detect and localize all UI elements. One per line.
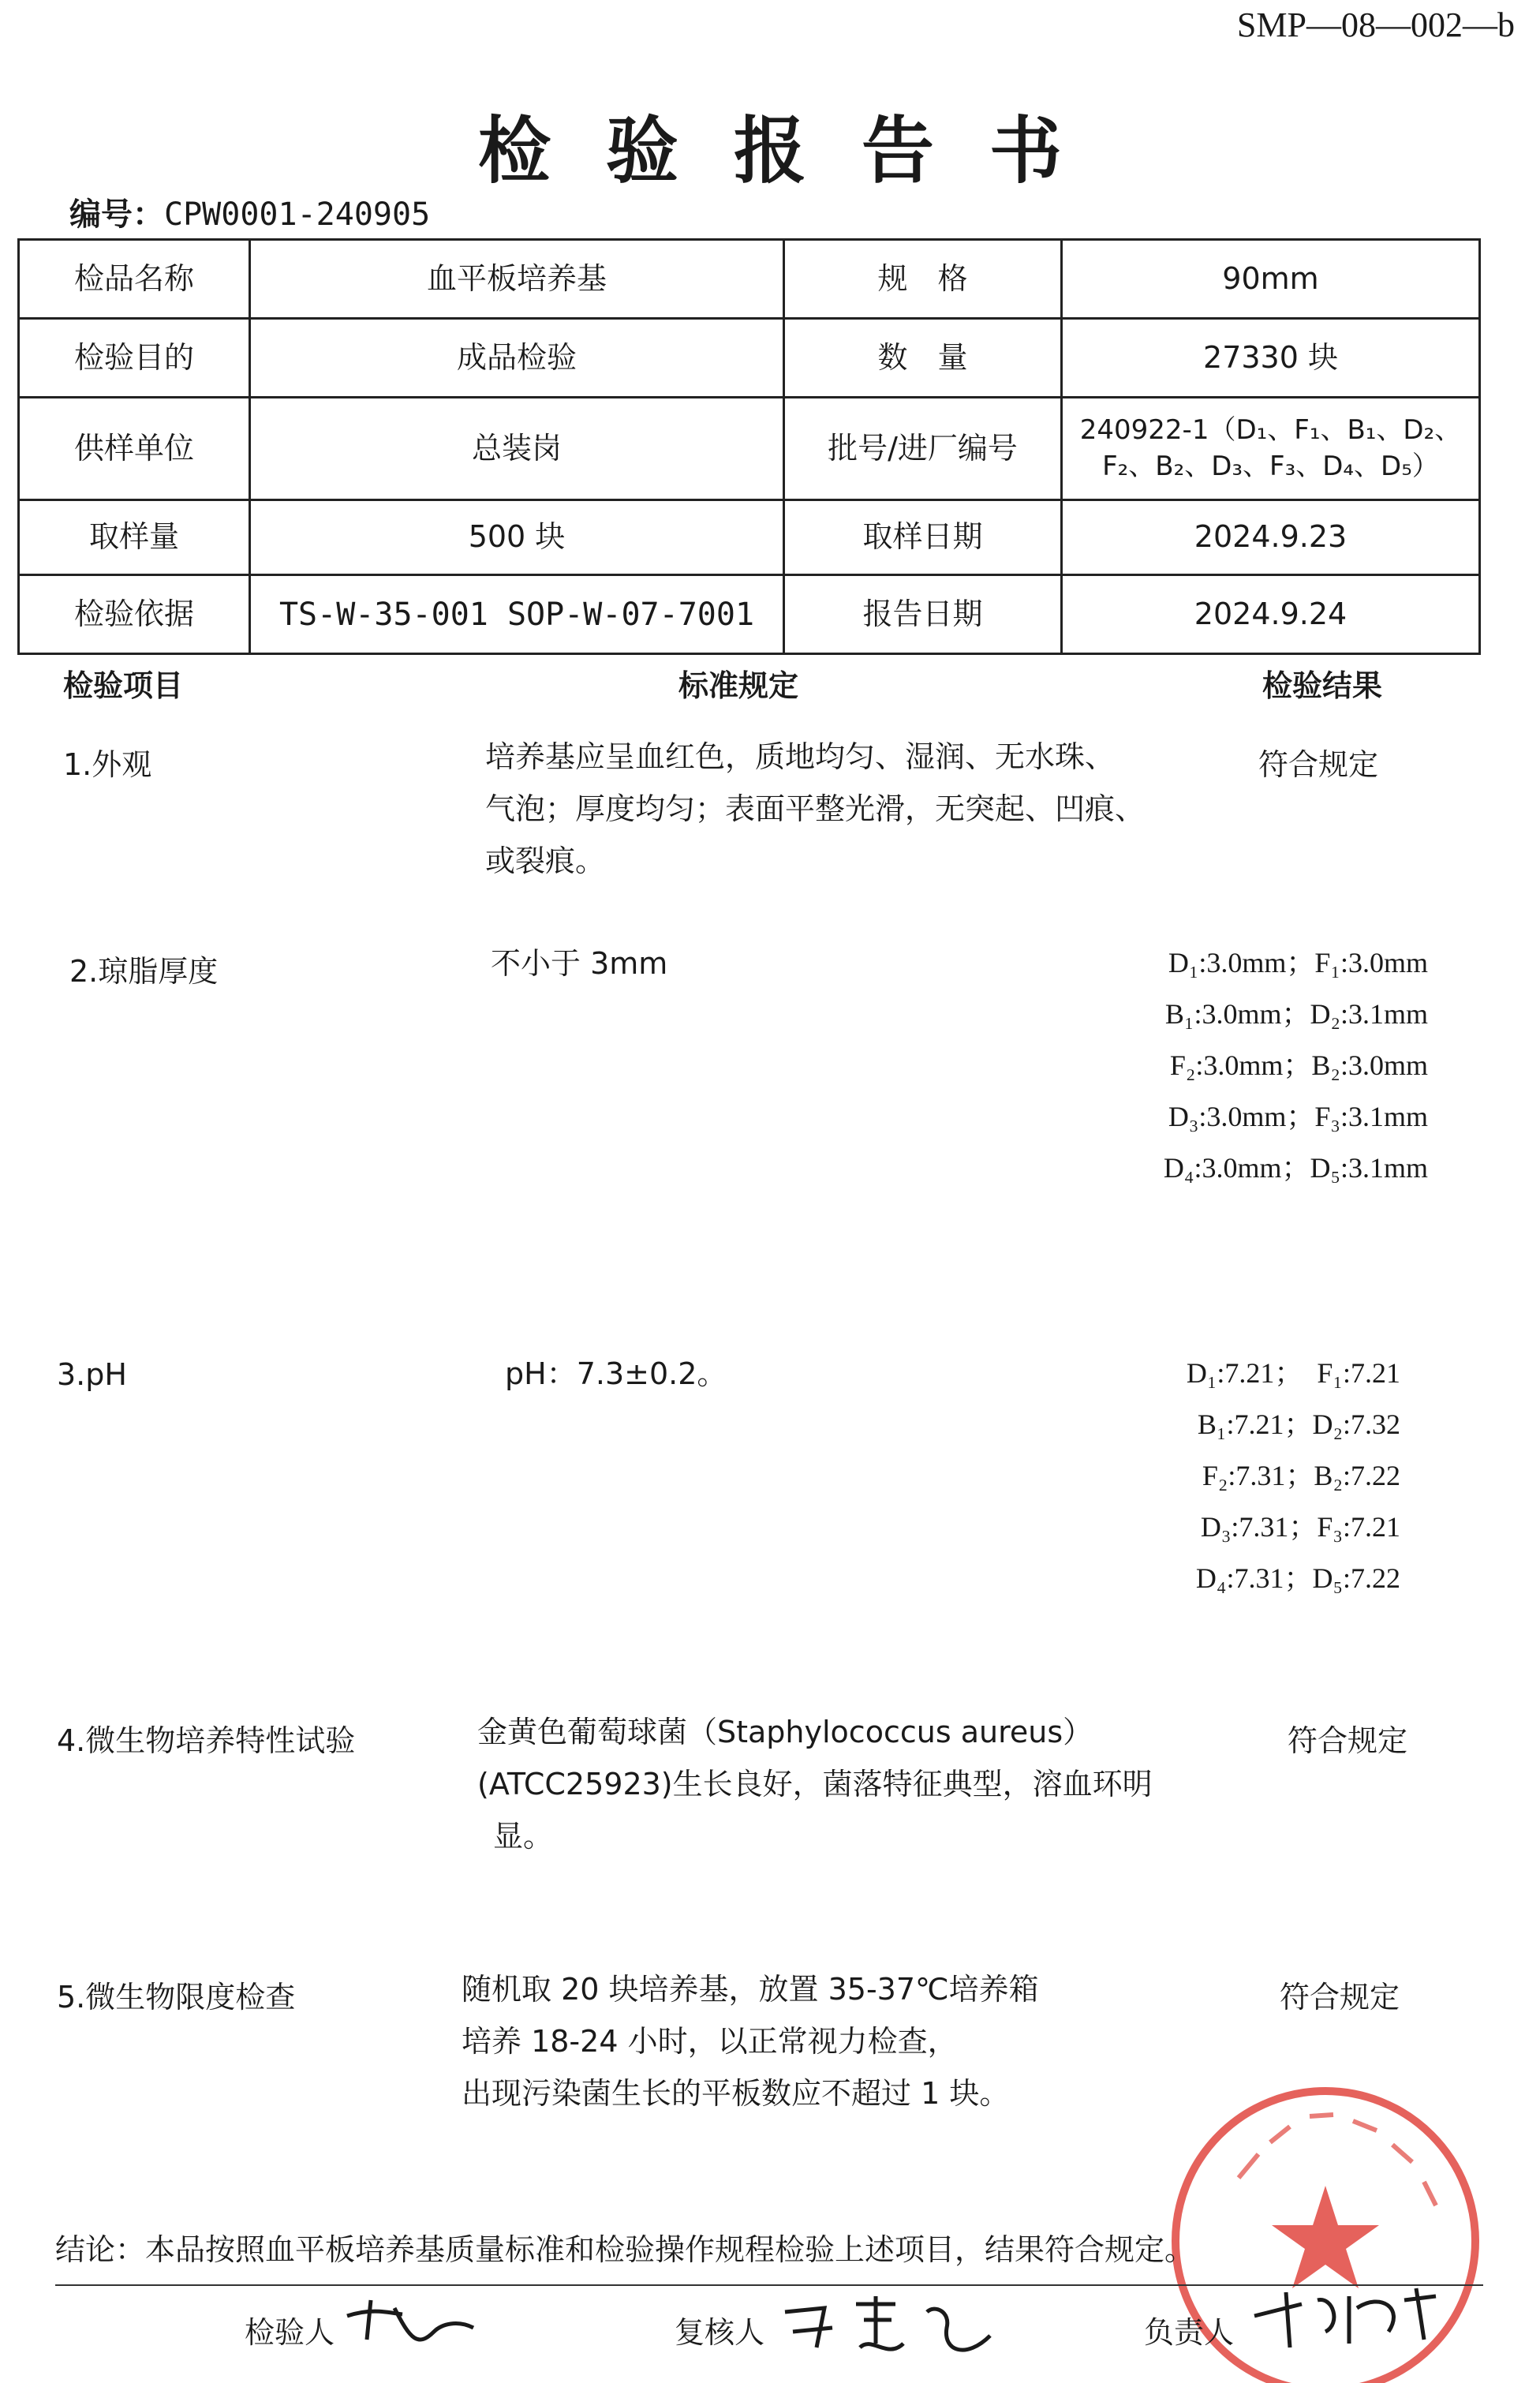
inspector-label: 检验人 [245,2315,335,2350]
standard-line: 出现污染菌生长的平板数应不超过 1 块。 [462,2076,1010,2111]
page-title: 检验报告书 [477,109,1117,193]
purpose-value: 成品检验 [250,319,784,398]
item-thickness-values [1089,937,1428,1194]
standard-line: 气泡；厚度均匀；表面平整光滑，无突起、凹痕、 [485,791,1146,826]
batch-line-1: 240922-1（D₁、F₁、B₁、D₂、 [1079,413,1462,446]
spec-value: 90mm [1062,240,1480,319]
standard-line: 金黄色葡萄球菌（Staphylococcus aureus） [477,1715,1093,1749]
manager-label: 负责人 [1144,2315,1235,2350]
quantity-value: 27330 块 [1062,319,1480,398]
measurement-line: D₃:7.31；F₃:7.21 [1200,1511,1400,1543]
batch-value [1062,398,1480,500]
report-number-value: CPW0001-240905 [164,196,431,233]
table-row [19,398,1480,500]
table-row [19,319,1480,398]
item-thickness-name: 2.琼脂厚度 [69,954,219,989]
document-code: SMP—08—002—b [1236,6,1515,44]
measurement-line: B₁:7.21；D₂:7.32 [1197,1408,1400,1440]
inspector-signature [339,2292,481,2363]
table-row [19,240,1480,319]
measurement-line: F₂:7.31；B₂:7.22 [1202,1460,1400,1491]
measurement-line: D₁:7.21； F₁:7.21 [1186,1357,1400,1389]
info-table [17,238,1481,655]
batch-label: 批号/进厂编号 [784,398,1062,500]
item-appearance-name: 1.外观 [63,747,152,782]
product-name-value: 血平板培养基 [250,240,784,319]
reviewer-signature [777,2288,1006,2375]
batch-line-2: F₂、B₂、D₃、F₃、D₄、D₅） [1102,450,1439,482]
measurement-line: D₁:3.0mm；F₁:3.0mm [1168,947,1428,978]
measurement-line: D₄:7.31；D₅:7.22 [1195,1562,1400,1594]
report-number-label: 编号： [69,196,164,233]
sample-date-value: 2024.9.23 [1062,500,1480,575]
standard-line: 培养基应呈血红色，质地均匀、湿润、无水珠、 [485,739,1116,774]
report-date-value: 2024.9.24 [1062,575,1480,654]
basis-value: TS-W-35-001 SOP-W-07-7001 [250,575,784,654]
item-limit-standard [462,1963,1039,2119]
item-ph-standard: pH：7.3±0.2。 [505,1356,727,1391]
item-culture-standard [477,1706,1153,1862]
item-appearance-standard [485,731,1145,887]
quantity-label: 数 量 [784,319,1062,398]
table-row [19,575,1480,654]
item-limit-name: 5.微生物限度检查 [57,1980,296,2015]
item-limit-result: 符合规定 [1280,1980,1400,2015]
column-header-result: 检验结果 [1262,668,1383,703]
table-row [19,500,1480,575]
supplier-label: 供样单位 [19,398,250,500]
item-culture-result: 符合规定 [1288,1723,1408,1758]
sample-qty-label: 取样量 [19,500,250,575]
basis-label: 检验依据 [19,575,250,654]
report-date-label: 报告日期 [784,575,1062,654]
standard-line: 显。 [493,1819,554,1854]
manager-signature [1247,2276,1452,2355]
sample-date-label: 取样日期 [784,500,1062,575]
measurement-line: D₃:3.0mm；F₃:3.1mm [1168,1101,1428,1132]
product-name-label: 检品名称 [19,240,250,319]
column-header-item: 检验项目 [63,668,184,703]
standard-line: 或裂痕。 [485,844,606,878]
supplier-value: 总装岗 [250,398,784,500]
column-header-standard: 标准规定 [678,668,799,703]
item-culture-name: 4.微生物培养特性试验 [57,1723,356,1758]
measurement-line: F₂:3.0mm；B₂:3.0mm [1169,1049,1428,1081]
standard-line: (ATCC25923)生长良好，菌落特征典型，溶血环明 [477,1767,1153,1801]
conclusion-text: 结论：本品按照血平板培养基质量标准和检验操作规程检验上述项目，结果符合规定。 [55,2232,1195,2267]
measurement-line: D₄:3.0mm；D₅:3.1mm [1163,1152,1428,1184]
standard-line: 培养 18-24 小时，以正常视力检查， [462,2024,958,2059]
item-ph-name: 3.pH [57,1357,127,1392]
item-thickness-standard: 不小于 3mm [491,946,668,981]
sample-qty-value: 500 块 [250,500,784,575]
standard-line: 随机取 20 块培养基，放置 35-37℃培养箱 [462,1972,1039,2007]
spec-label: 规 格 [784,240,1062,319]
purpose-label: 检验目的 [19,319,250,398]
item-appearance-result: 符合规定 [1258,747,1379,782]
item-ph-values [1089,1348,1400,1604]
reviewer-label: 复核人 [675,2315,765,2350]
measurement-line: B₁:3.0mm；D₂:3.1mm [1164,998,1428,1030]
report-number [69,189,430,234]
